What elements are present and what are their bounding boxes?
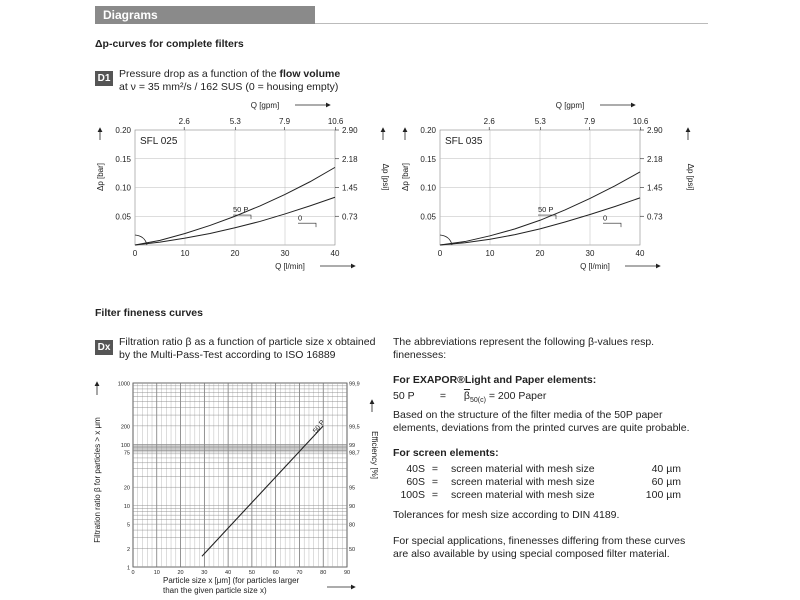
y2-axis-title: Δp [psi] bbox=[686, 163, 695, 191]
screen-code: 100S bbox=[400, 489, 425, 501]
screen-heading: For screen elements: bbox=[393, 447, 499, 459]
series-label: 50 P bbox=[538, 205, 554, 215]
y2-tick-label: 1.45 bbox=[342, 183, 358, 193]
x-tick-label: 20 bbox=[177, 570, 184, 576]
y-tick-label: 2 bbox=[126, 547, 130, 554]
y-tick-label: 200 bbox=[120, 424, 130, 431]
x-tick-label: 0 bbox=[131, 570, 135, 576]
x2-tick-label: 10.6 bbox=[327, 117, 344, 126]
x-axis-title-line2: than the given particle size x) bbox=[163, 586, 267, 595]
x-tick-label: 40 bbox=[635, 249, 645, 258]
y-tick-label: 0.15 bbox=[420, 154, 436, 164]
x-tick-label: 50 bbox=[248, 570, 255, 576]
special-line1: For special applications, finenesses differing from these curves bbox=[393, 535, 686, 547]
abbrev-intro-line1: The abbreviations represent the following β-values resp. bbox=[393, 336, 655, 348]
fineness-description bbox=[119, 336, 399, 362]
exapor-note-line1: Based on the structure of the filter media of the 50P paper bbox=[393, 409, 663, 421]
y2-axis-title: Δp [psi] bbox=[381, 163, 390, 191]
x2-tick-label: 7.9 bbox=[583, 117, 596, 126]
y2-tick-label: 80 bbox=[349, 522, 356, 529]
x2-tick-label: 2.6 bbox=[178, 117, 190, 126]
d1-tag: D1 bbox=[95, 71, 113, 86]
exapor-sub: 50(c) bbox=[469, 397, 486, 405]
x-tick-label: 0 bbox=[132, 249, 138, 258]
screen-row bbox=[393, 463, 713, 476]
x-tick-label: 10 bbox=[153, 570, 160, 576]
screen-row bbox=[393, 489, 713, 502]
y2-tick-label: 2.90 bbox=[647, 126, 663, 135]
fineness-desc-line2: by the Multi-Pass-Test according to ISO 16889 bbox=[119, 349, 336, 361]
x-tick-label: 40 bbox=[330, 249, 340, 258]
exapor-note bbox=[393, 409, 723, 435]
x-tick-label: 0 bbox=[437, 249, 443, 258]
screen-size: 60 µm bbox=[651, 476, 681, 488]
dx-tag: Dx bbox=[95, 340, 113, 355]
screen-eq: = bbox=[431, 463, 439, 475]
plot-frame bbox=[133, 383, 347, 567]
y2-axis-title: Efficiency [%] bbox=[370, 431, 379, 479]
y2-tick-label: 90 bbox=[349, 504, 356, 511]
x-tick-label: 40 bbox=[225, 570, 232, 576]
y-tick-label: 10 bbox=[123, 504, 130, 511]
y2-tick-label: 2.18 bbox=[342, 154, 358, 164]
exapor-definition bbox=[393, 390, 713, 407]
x-tick-label: 70 bbox=[296, 570, 303, 576]
dp-desc-bold: flow volume bbox=[279, 68, 341, 80]
x-tick-label: 10 bbox=[180, 249, 190, 258]
fineness-heading: Filter fineness curves bbox=[95, 307, 203, 319]
x-tick-label: 60 bbox=[272, 570, 279, 576]
x-tick-label: 30 bbox=[585, 249, 595, 258]
y-tick-label: 100 bbox=[120, 442, 130, 449]
x2-tick-label: 2.6 bbox=[483, 117, 495, 126]
series-leader bbox=[603, 223, 621, 227]
screen-size: 100 µm bbox=[645, 489, 681, 501]
chart-title: SFL 035 bbox=[445, 136, 483, 147]
exapor-code: 50 P bbox=[393, 390, 415, 402]
exapor-heading: For EXAPOR®Light and Paper elements: bbox=[393, 374, 597, 386]
y-tick-label: 0.10 bbox=[420, 183, 436, 193]
screen-desc: screen material with mesh size bbox=[451, 489, 595, 501]
fineness-chart bbox=[85, 370, 385, 600]
screen-eq: = bbox=[431, 489, 439, 501]
y-tick-label: 0.05 bbox=[115, 212, 131, 222]
y-tick-label: 75 bbox=[123, 450, 130, 457]
x-tick-label: 20 bbox=[535, 249, 545, 258]
y2-tick-label: 98,7 bbox=[349, 450, 360, 457]
y-axis-title: Filtration ratio β for particles > x μm bbox=[93, 417, 102, 543]
y2-tick-label: 1.45 bbox=[647, 183, 663, 193]
abbrev-intro bbox=[393, 336, 713, 362]
screen-desc: screen material with mesh size bbox=[451, 463, 595, 475]
dp-chart-sfl025 bbox=[90, 95, 390, 280]
y-tick-label: 0.15 bbox=[115, 154, 131, 164]
screen-code: 40S bbox=[406, 463, 425, 475]
series-label: 50 P bbox=[312, 419, 327, 435]
y2-tick-label: 0.73 bbox=[647, 212, 663, 222]
tolerance-note: Tolerances for mesh size according to DIN 4189. bbox=[393, 509, 620, 521]
y-tick-label: 0.20 bbox=[420, 126, 436, 135]
y-tick-label: 0.20 bbox=[115, 126, 131, 135]
y-tick-label: 20 bbox=[123, 485, 130, 492]
x2-tick-label: 5.3 bbox=[229, 117, 241, 126]
exapor-note-line2: elements, deviations from the printed curves are quite probable. bbox=[393, 422, 690, 434]
dp-heading: Δp-curves for complete filters bbox=[95, 38, 244, 50]
header-rule bbox=[315, 23, 708, 24]
y2-tick-label: 95 bbox=[349, 485, 356, 492]
x2-axis-title: Q [gpm] bbox=[555, 101, 585, 110]
y2-tick-label: 2.18 bbox=[647, 154, 663, 164]
screen-size: 40 µm bbox=[651, 463, 681, 475]
y-axis-title: Δp [bar] bbox=[96, 162, 105, 192]
y2-tick-label: 2.90 bbox=[342, 126, 358, 135]
x-axis-title: Q [l/min] bbox=[580, 262, 610, 271]
x2-tick-label: 5.3 bbox=[534, 117, 546, 126]
y-tick-label: 0.10 bbox=[115, 183, 131, 193]
special-note bbox=[393, 535, 723, 561]
exapor-value: = 200 Paper bbox=[488, 390, 547, 402]
dp-description bbox=[119, 68, 419, 94]
y2-tick-label: 0.73 bbox=[342, 212, 358, 222]
screen-row bbox=[393, 476, 713, 489]
x-axis-title-line1: Particle size x [μm] (for particles larger bbox=[163, 576, 300, 585]
x2-axis-title: Q [gpm] bbox=[250, 101, 280, 110]
x-tick-label: 30 bbox=[280, 249, 290, 258]
x-tick-label: 90 bbox=[343, 570, 351, 576]
abbrev-intro-line2: finenesses: bbox=[393, 349, 447, 361]
exapor-beta: $\overline{\beta}$ bbox=[463, 390, 470, 402]
x-tick-label: 20 bbox=[230, 249, 240, 258]
screen-list bbox=[393, 463, 713, 502]
x-tick-label: 30 bbox=[201, 570, 208, 576]
x2-tick-label: 7.9 bbox=[278, 117, 291, 126]
exapor-eq: = bbox=[439, 390, 447, 402]
screen-code: 60S bbox=[406, 476, 425, 488]
dp-chart-sfl035 bbox=[395, 95, 695, 280]
series-label: 0 bbox=[603, 213, 608, 223]
dp-desc-line2: at ν = 35 mm²/s / 162 SUS (0 = housing empty) bbox=[119, 81, 339, 93]
fineness-desc-line1: Filtration ratio β as a function of particle size x obtained bbox=[119, 336, 376, 348]
x-axis-title: Q [l/min] bbox=[275, 262, 305, 271]
x2-tick-label: 10.6 bbox=[632, 117, 649, 126]
y2-tick-label: 99 bbox=[349, 442, 356, 449]
screen-eq: = bbox=[431, 476, 439, 488]
series-label: 50 P bbox=[233, 205, 249, 215]
special-line2: are also available by using special composed filter material. bbox=[393, 548, 670, 560]
chart-title: SFL 025 bbox=[140, 136, 178, 147]
screen-desc: screen material with mesh size bbox=[451, 476, 595, 488]
series-label: 0 bbox=[298, 213, 303, 223]
y2-tick-label: 50 bbox=[349, 547, 356, 554]
x-tick-label: 10 bbox=[485, 249, 495, 258]
y-tick-label: 1 bbox=[126, 565, 130, 572]
y-tick-label: 0.05 bbox=[420, 212, 436, 222]
y-axis-title: Δp [bar] bbox=[401, 162, 410, 192]
dp-desc-text: Pressure drop as a function of the bbox=[119, 68, 280, 80]
series-leader bbox=[298, 223, 316, 227]
y-tick-label: 1000 bbox=[117, 381, 130, 388]
y2-tick-label: 99,5 bbox=[349, 424, 360, 431]
x-tick-label: 80 bbox=[320, 570, 327, 576]
y-tick-label: 5 bbox=[126, 522, 130, 529]
section-header: Diagrams bbox=[95, 6, 315, 24]
y2-tick-label: 99,9 bbox=[349, 381, 360, 388]
